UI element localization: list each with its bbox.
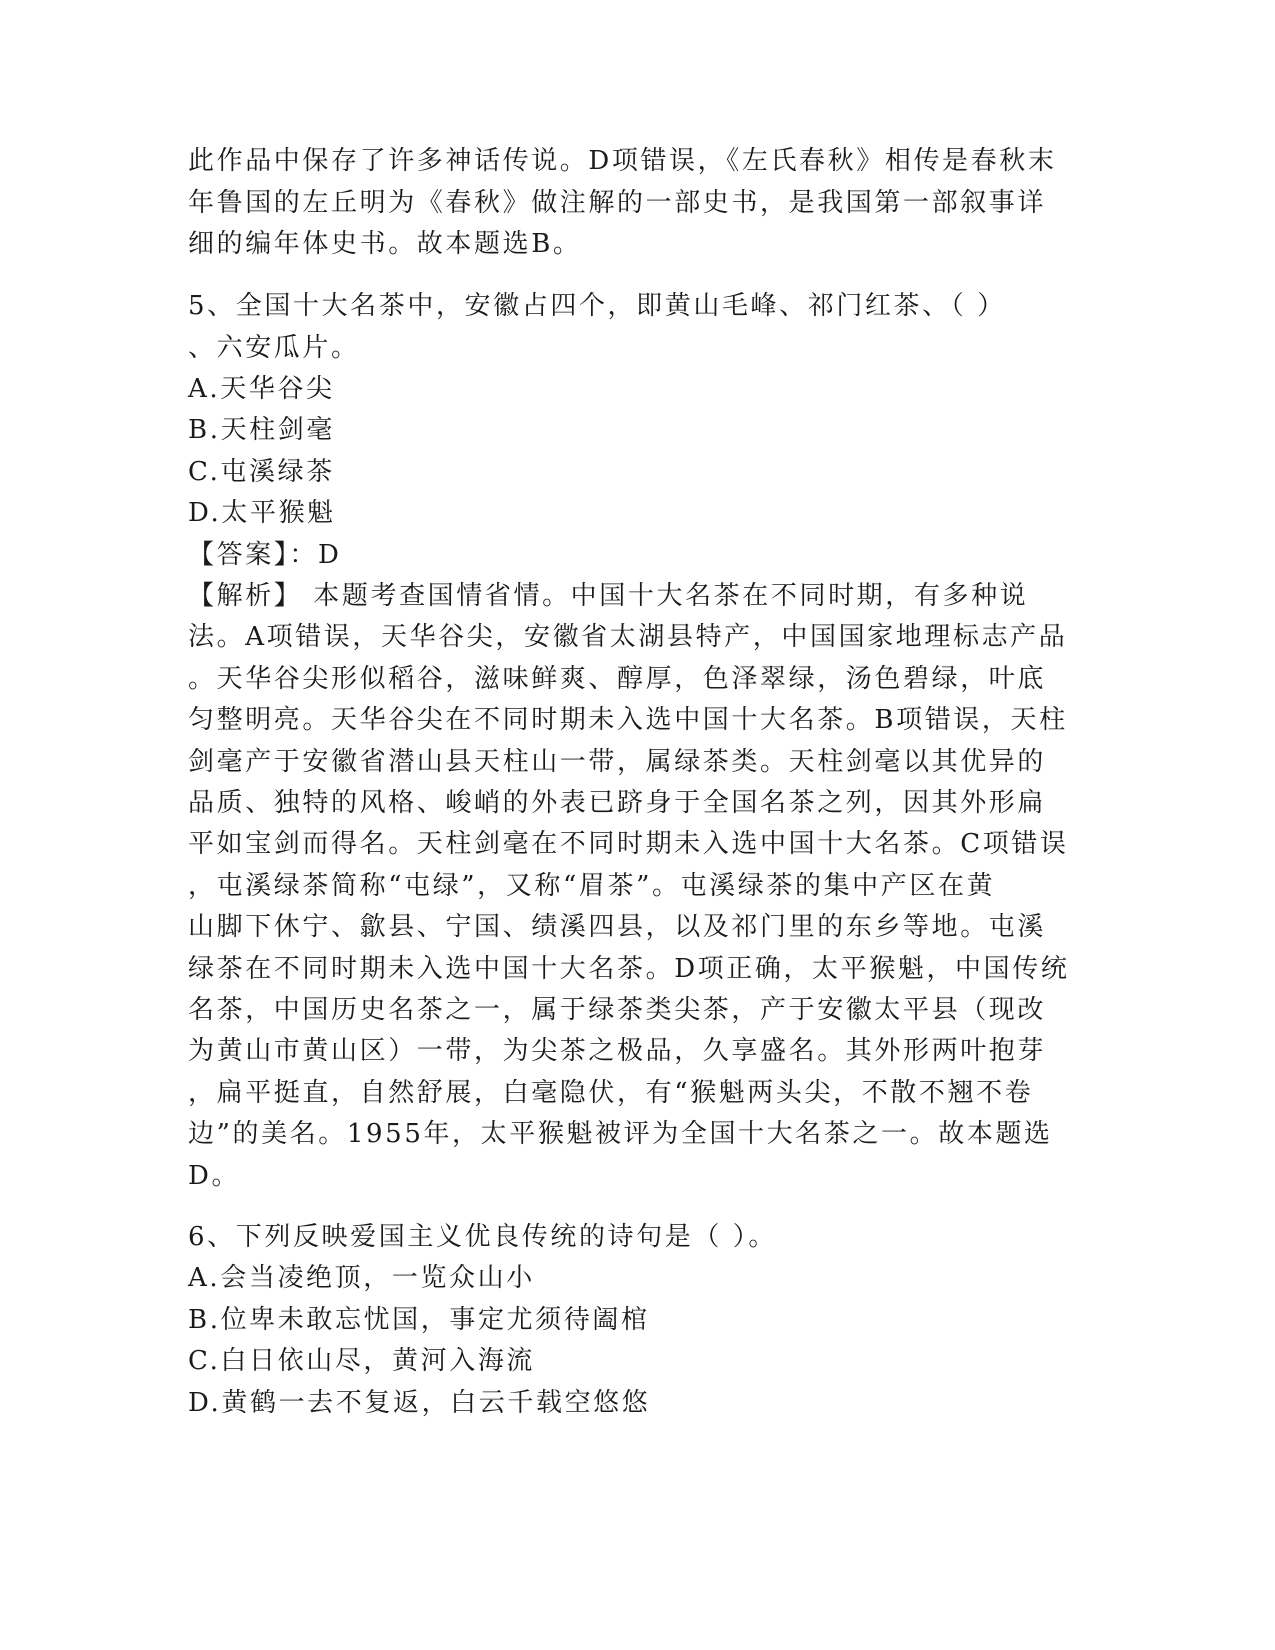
analysis-line: 名茶，中国历史名茶之一，属于绿茶类尖茶，产于安徽太平县（现改 (188, 995, 1047, 1025)
question-stem-line: 5、全国十大名茶中，安徽占四个，即黄山毛峰、祁门红茶、（ ） (188, 291, 1006, 321)
option-a: A.会当凌绝顶，一览众山小 (188, 1263, 535, 1293)
analysis-line: 为黄山市黄山区）一带，为尖茶之极品，久享盛名。其外形两叶抱芽 (188, 1036, 1047, 1066)
prev-explanation-line: 年鲁国的左丘明为《春秋》做注解的一部史书，是我国第一部叙事详 (188, 188, 1047, 218)
analysis-line: 边”的美名。1955年，太平猴魁被评为全国十大名茶之一。故本题选 (188, 1119, 1053, 1149)
option-d: D.黄鹤一去不复返，白云千载空悠悠 (188, 1388, 651, 1418)
option-d: D.太平猴魁 (188, 498, 336, 528)
analysis-line: ，扁平挺直，自然舒展，白毫隐伏，有“猴魁两头尖，不散不翘不卷 (188, 1078, 1034, 1108)
analysis-line: 剑毫产于安徽省潜山县天柱山一带，属绿茶类。天柱剑毫以其优异的 (188, 747, 1047, 777)
prev-explanation-line: 细的编年体史书。故本题选B。 (188, 229, 582, 259)
analysis-line: 绿茶在不同时期未入选中国十大名茶。D项正确，太平猴魁，中国传统 (188, 954, 1070, 984)
option-a: A.天华谷尖 (188, 374, 335, 404)
analysis-line: 平如宝剑而得名。天柱剑毫在不同时期未入选中国十大名茶。C项错误 (188, 829, 1069, 859)
analysis-line: D。 (188, 1161, 241, 1191)
prev-explanation-line: 此作品中保存了许多神话传说。D项错误，《左氏春秋》相传是春秋末 (188, 146, 1057, 176)
question-stem-line: 6、下列反映爱国主义优良传统的诗句是（ ）。 (188, 1222, 778, 1252)
analysis-line: 匀整明亮。天华谷尖在不同时期未入选中国十大名茶。B项错误，天柱 (188, 705, 1068, 735)
option-c: C.屯溪绿茶 (188, 457, 335, 487)
question-stem-line: 、六安瓜片。 (188, 333, 360, 363)
option-b: B.位卑未敢忘忧国，事定尤须待阖棺 (188, 1305, 650, 1335)
analysis-line: ，屯溪绿茶简称“屯绿”，又称“眉茶”。屯溪绿茶的集中产区在黄 (188, 871, 996, 901)
option-c: C.白日依山尽，黄河入海流 (188, 1346, 536, 1376)
analysis-line: 。天华谷尖形似稻谷，滋味鲜爽、醇厚，色泽翠绿，汤色碧绿，叶底 (188, 664, 1047, 694)
option-b: B.天柱剑毫 (188, 415, 335, 445)
analysis-line: 品质、独特的风格、峻峭的外表已跻身于全国名茶之列，因其外形扁 (188, 788, 1047, 818)
analysis-line: 【解析】 本题考查国情省情。中国十大名茶在不同时期，有多种说 (188, 581, 1029, 611)
answer-line: 【答案】：D (188, 540, 342, 570)
analysis-line: 法。A项错误，天华谷尖，安徽省太湖县特产，中国国家地理标志产品 (188, 622, 1068, 652)
analysis-line: 山脚下休宁、歙县、宁国、绩溪四县，以及祁门里的东乡等地。屯溪 (188, 912, 1047, 942)
